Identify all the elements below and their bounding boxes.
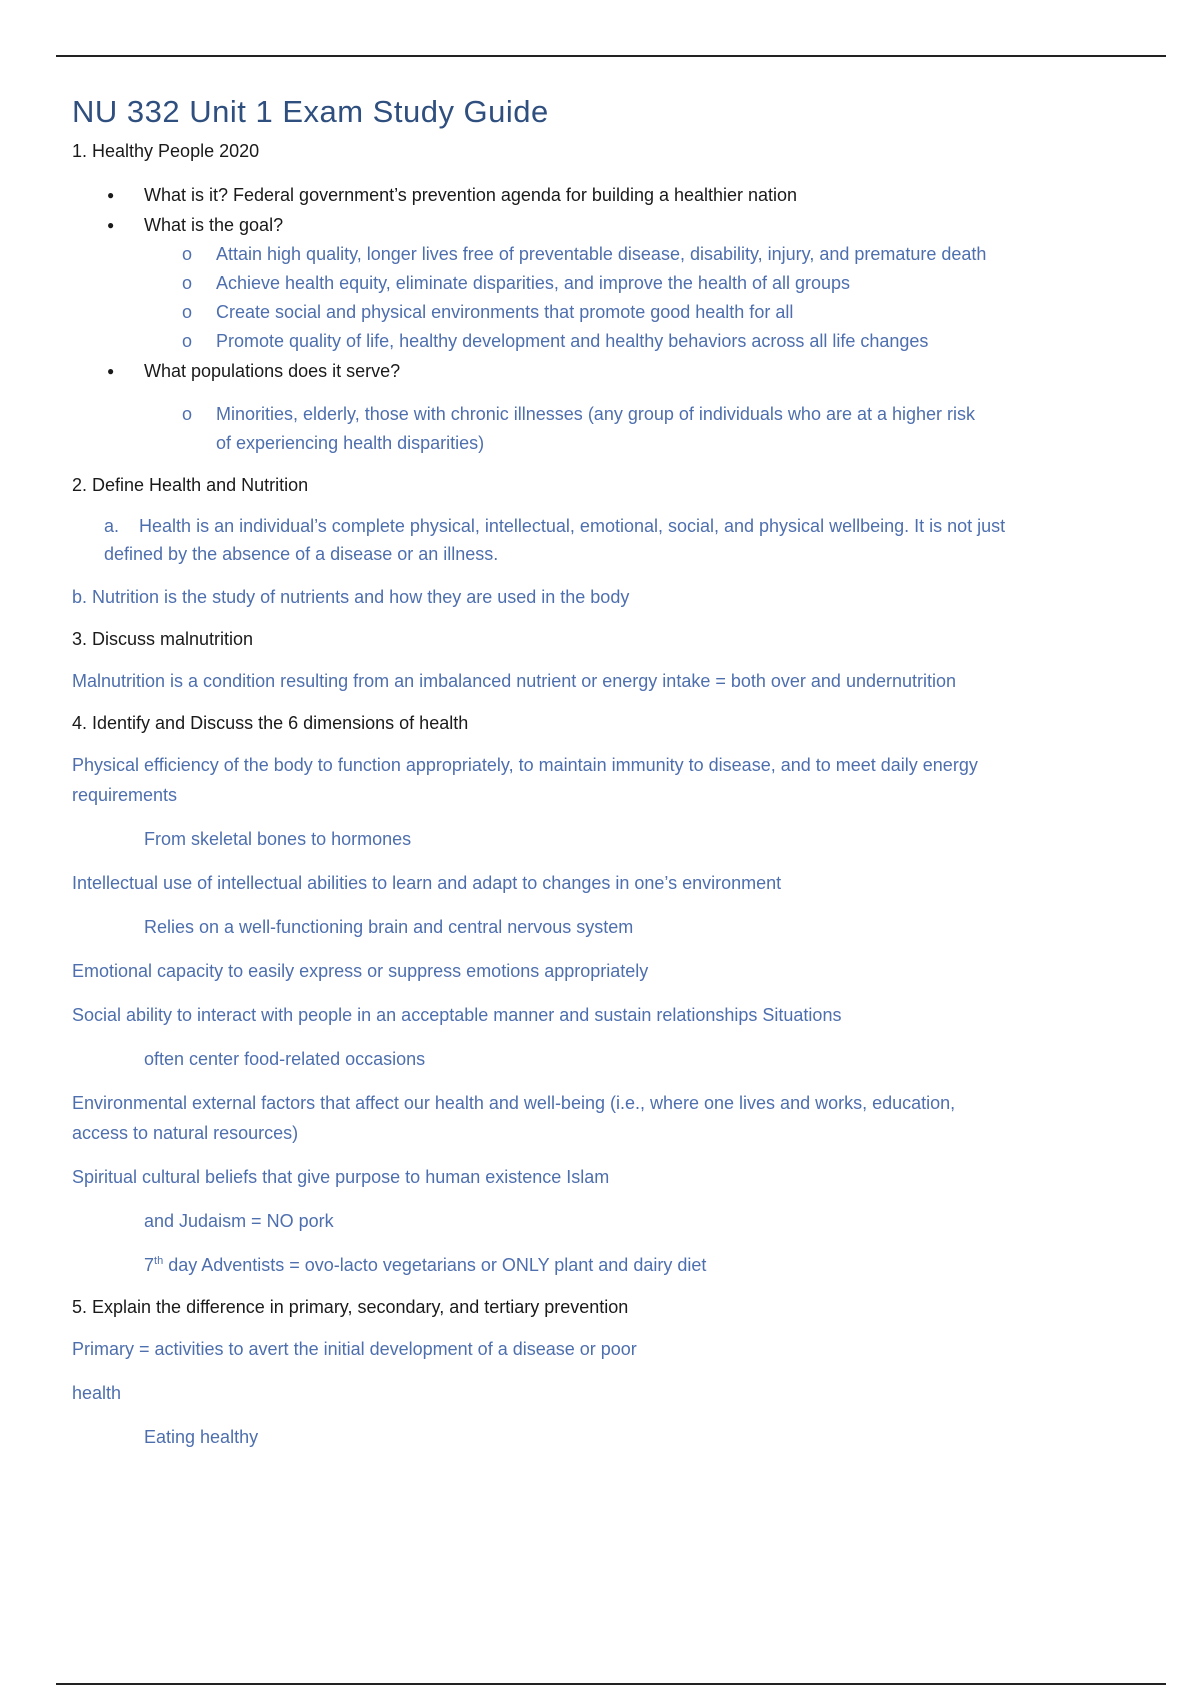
dimension-social: Social ability to interact with people in an acceptable manner and sustain relationships Situations xyxy=(72,1005,842,1025)
dimension-environmental xyxy=(72,1088,1132,1148)
physical-note: From skeletal bones to hormones xyxy=(144,829,412,849)
physical-line-1: Physical efficiency of the body to function appropriately, to maintain immunity to disease, and to meet daily energy xyxy=(72,755,978,775)
environmental-line-2: access to natural resources) xyxy=(72,1123,299,1143)
goal-item: o Promote quality of life, healthy development and healthy behaviors across all life changes xyxy=(72,327,1132,356)
document-title: NU 332 Unit 1 Exam Study Guide xyxy=(72,94,549,129)
populations-line-1: Minorities, elderly, those with chronic illnesses (any group of individuals who are at a higher risk xyxy=(216,404,976,424)
intellectual-note: Relies on a well-functioning brain and central nervous system xyxy=(144,917,634,937)
bottom-rule xyxy=(56,1683,1166,1685)
populations-line-2: of experiencing health disparities) xyxy=(216,433,485,453)
goal-item: o Create social and physical environments that promote good health for all xyxy=(72,298,1132,327)
dimension-intellectual: Intellectual use of intellectual abilities to learn and adapt to changes in one’s environment xyxy=(72,873,782,893)
primary-example: Eating healthy xyxy=(144,1427,259,1447)
spiritual-note-2 xyxy=(72,1250,1132,1280)
nutrition-definition: b. Nutrition is the study of nutrients and how they are used in the body xyxy=(72,587,630,607)
top-rule xyxy=(56,55,1166,57)
malnutrition-text: Malnutrition is a condition resulting from an imbalanced nutrient or energy intake = both over and undernutrition xyxy=(72,671,957,691)
section-4-heading: 4. Identify and Discuss the 6 dimensions of health xyxy=(72,713,469,733)
adventists-ordinal: th xyxy=(154,1255,164,1267)
item-a-label: a. xyxy=(104,516,120,536)
health-definition-line-2: defined by the absence of a disease or an illness. xyxy=(104,544,499,564)
bullet-goal: ● What is the goal? xyxy=(72,210,1132,240)
adventists-number: 7 xyxy=(144,1255,155,1275)
dimension-emotional: Emotional capacity to easily express or suppress emotions appropriately xyxy=(72,961,649,981)
dimension-physical xyxy=(72,750,1132,810)
goal-item: o Attain high quality, longer lives free of preventable disease, disability, injury, and premature death xyxy=(72,240,1132,269)
physical-line-2: requirements xyxy=(72,785,178,805)
health-definition xyxy=(72,512,1132,568)
goal-item: o Achieve health equity, eliminate disparities, and improve the health of all groups xyxy=(72,269,1132,298)
section-5-heading: 5. Explain the difference in primary, secondary, and tertiary prevention xyxy=(72,1297,629,1317)
bullet-what-is-it: ● What is it? Federal government’s prevention agenda for building a healthier nation xyxy=(72,180,1132,210)
section-1-heading: 1. Healthy People 2020 xyxy=(72,141,260,161)
health-definition-line-1: Health is an individual’s complete physical, intellectual, emotional, social, and physical wellbeing. It is not just xyxy=(139,516,1006,536)
social-note: often center food-related occasions xyxy=(144,1049,426,1069)
document-page xyxy=(72,92,1132,1452)
environmental-line-1: Environmental external factors that affect our health and well-being (i.e., where one lives and works, education, xyxy=(72,1093,956,1113)
bullet-populations: ● What populations does it serve? xyxy=(72,356,1132,386)
adventists-text: day Adventists = ovo-lacto vegetarians or ONLY plant and dairy diet xyxy=(163,1255,707,1275)
primary-prevention: Primary = activities to avert the initial development of a disease or poor xyxy=(72,1339,637,1359)
spiritual-note-1: and Judaism = NO pork xyxy=(144,1211,334,1231)
section-2-heading: 2. Define Health and Nutrition xyxy=(72,475,309,495)
primary-prevention-cont: health xyxy=(72,1383,122,1403)
dimension-spiritual: Spiritual cultural beliefs that give purpose to human existence Islam xyxy=(72,1167,610,1187)
populations-item xyxy=(72,400,1132,458)
section-3-heading: 3. Discuss malnutrition xyxy=(72,629,254,649)
